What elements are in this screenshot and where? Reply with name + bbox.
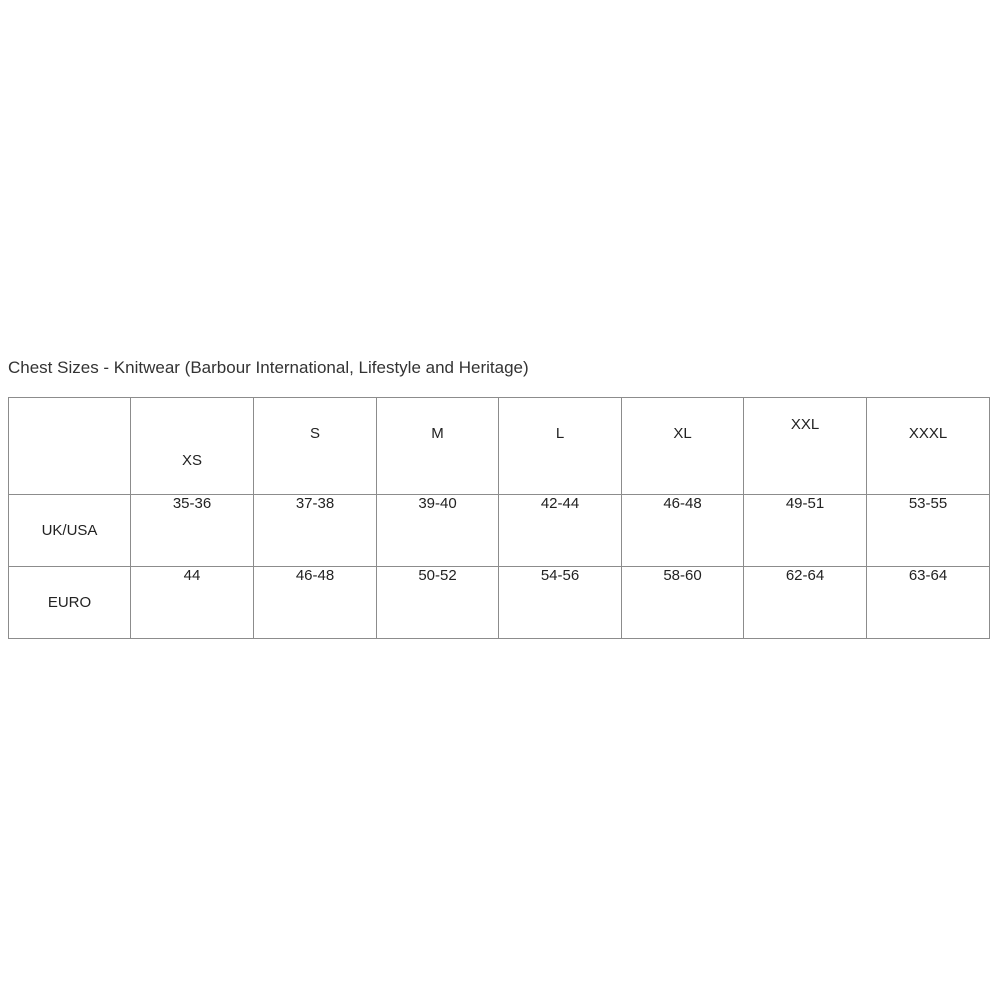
header-size-xxxl: XXXL (867, 398, 990, 495)
table-caption: Chest Sizes - Knitwear (Barbour International, Lifestyle and Heritage) (8, 358, 529, 377)
table-cell: 54-56 (499, 567, 622, 639)
header-size-s: S (254, 398, 377, 495)
table-cell: 46-48 (622, 495, 744, 567)
table-cell: 42-44 (499, 495, 622, 567)
table-cell: 62-64 (744, 567, 867, 639)
table-cell: 49-51 (744, 495, 867, 567)
row-label-euro: EURO (9, 567, 131, 639)
table-header-row (9, 398, 990, 495)
table-cell: 58-60 (622, 567, 744, 639)
header-empty-cell (9, 398, 131, 495)
chest-size-table (8, 397, 990, 639)
table-cell: 37-38 (254, 495, 377, 567)
table-cell: 39-40 (377, 495, 499, 567)
header-size-l: L (499, 398, 622, 495)
header-size-xxl: XXL (744, 398, 867, 495)
table-cell: 63-64 (867, 567, 990, 639)
table-cell: 44 (131, 567, 254, 639)
header-size-xs: XS (131, 398, 254, 495)
table-cell: 53-55 (867, 495, 990, 567)
table-cell: 50-52 (377, 567, 499, 639)
table-cell: 35-36 (131, 495, 254, 567)
header-size-xl: XL (622, 398, 744, 495)
table-row-uk-usa (9, 495, 990, 567)
table-cell: 46-48 (254, 567, 377, 639)
header-size-m: M (377, 398, 499, 495)
row-label-uk-usa: UK/USA (9, 495, 131, 567)
table-row-euro (9, 567, 990, 639)
